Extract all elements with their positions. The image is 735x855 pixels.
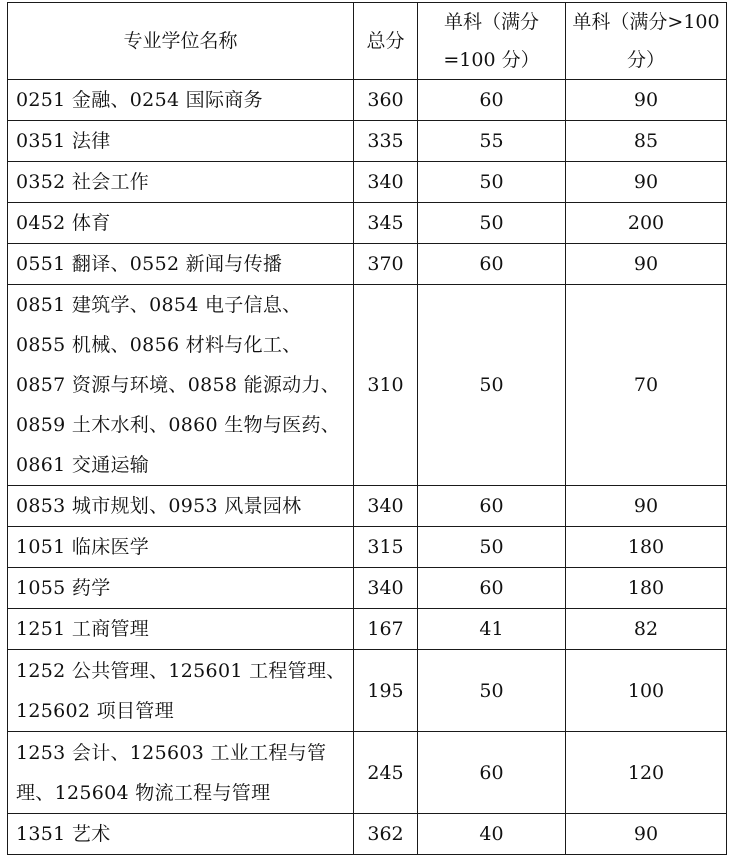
total-score-cell: 345 <box>354 203 418 244</box>
single-100-cell: 40 <box>418 814 566 855</box>
single-100-cell: 41 <box>418 609 566 650</box>
single-100-cell: 50 <box>418 650 566 732</box>
total-score-cell: 310 <box>354 285 418 486</box>
major-name-cell: 1252 公共管理、125601 工程管理、125602 项目管理 <box>8 650 354 732</box>
single-gt100-cell: 85 <box>566 121 727 162</box>
single-100-cell: 60 <box>418 244 566 285</box>
header-major-name: 专业学位名称 <box>8 3 354 80</box>
major-name-cell: 0452 体育 <box>8 203 354 244</box>
single-100-cell: 50 <box>418 203 566 244</box>
major-name-cell: 0853 城市规划、0953 风景园林 <box>8 486 354 527</box>
major-name-cell: 0851 建筑学、0854 电子信息、0855 机械、0856 材料与化工、0857 资源与环境、0858 能源动力、0859 土木水利、0860 生物与医药、0861 交通运输 <box>8 285 354 486</box>
table-row <box>8 568 727 609</box>
single-gt100-cell: 90 <box>566 486 727 527</box>
table-row <box>8 732 727 814</box>
single-100-cell: 60 <box>418 732 566 814</box>
single-gt100-cell: 90 <box>566 80 727 121</box>
total-score-cell: 340 <box>354 162 418 203</box>
table-row <box>8 80 727 121</box>
table-row <box>8 203 727 244</box>
total-score-cell: 245 <box>354 732 418 814</box>
major-name-cell: 0251 金融、0254 国际商务 <box>8 80 354 121</box>
table-row <box>8 285 727 486</box>
major-name-cell: 1055 药学 <box>8 568 354 609</box>
single-gt100-cell: 100 <box>566 650 727 732</box>
table-row <box>8 162 727 203</box>
major-name-cell: 1051 临床医学 <box>8 527 354 568</box>
single-gt100-cell: 82 <box>566 609 727 650</box>
total-score-cell: 362 <box>354 814 418 855</box>
table-row <box>8 244 727 285</box>
total-score-cell: 167 <box>354 609 418 650</box>
table-row <box>8 650 727 732</box>
table-row <box>8 121 727 162</box>
total-score-cell: 360 <box>354 80 418 121</box>
single-100-cell: 60 <box>418 486 566 527</box>
header-single-100: 单科（满分=100 分） <box>418 3 566 80</box>
total-score-cell: 335 <box>354 121 418 162</box>
table-row <box>8 609 727 650</box>
single-gt100-cell: 180 <box>566 568 727 609</box>
single-100-cell: 55 <box>418 121 566 162</box>
table-row <box>8 814 727 855</box>
major-name-cell: 1253 会计、125603 工业工程与管理、125604 物流工程与管理 <box>8 732 354 814</box>
score-table <box>7 2 727 855</box>
major-name-cell: 0551 翻译、0552 新闻与传播 <box>8 244 354 285</box>
header-total-score: 总分 <box>354 3 418 80</box>
single-100-cell: 50 <box>418 285 566 486</box>
header-single-gt100: 单科（满分>100 分） <box>566 3 727 80</box>
major-name-cell: 0351 法律 <box>8 121 354 162</box>
single-gt100-cell: 70 <box>566 285 727 486</box>
header-row <box>8 3 727 80</box>
total-score-cell: 340 <box>354 486 418 527</box>
total-score-cell: 370 <box>354 244 418 285</box>
single-gt100-cell: 200 <box>566 203 727 244</box>
table-row <box>8 486 727 527</box>
major-name-cell: 1251 工商管理 <box>8 609 354 650</box>
single-100-cell: 50 <box>418 527 566 568</box>
table-row <box>8 527 727 568</box>
total-score-cell: 315 <box>354 527 418 568</box>
single-gt100-cell: 180 <box>566 527 727 568</box>
single-gt100-cell: 120 <box>566 732 727 814</box>
total-score-cell: 340 <box>354 568 418 609</box>
single-100-cell: 50 <box>418 162 566 203</box>
single-gt100-cell: 90 <box>566 244 727 285</box>
single-gt100-cell: 90 <box>566 814 727 855</box>
single-gt100-cell: 90 <box>566 162 727 203</box>
total-score-cell: 195 <box>354 650 418 732</box>
major-name-cell: 1351 艺术 <box>8 814 354 855</box>
single-100-cell: 60 <box>418 568 566 609</box>
single-100-cell: 60 <box>418 80 566 121</box>
major-name-cell: 0352 社会工作 <box>8 162 354 203</box>
